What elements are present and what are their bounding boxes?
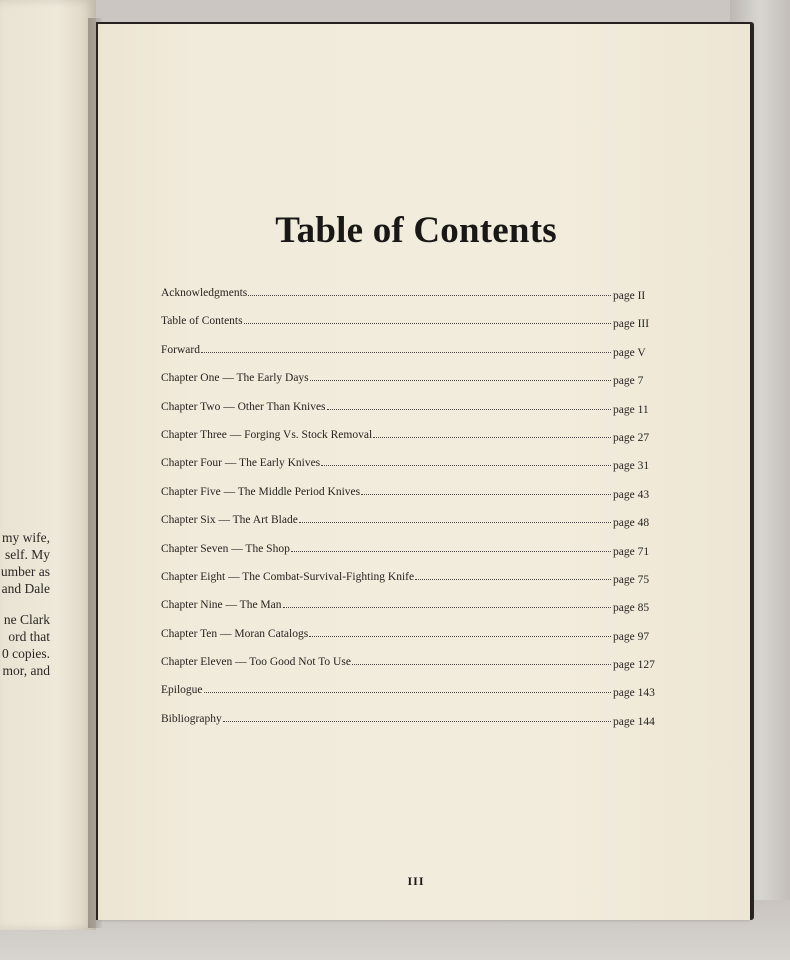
left-page-text-line: umber as <box>0 564 50 579</box>
page-title: Table of Contents <box>275 210 557 251</box>
toc-entry-title: Chapter Three — Forging Vs. Stock Removal <box>161 428 373 441</box>
toc-entry-page: page 75 <box>613 573 650 586</box>
toc-entry-page: page 71 <box>613 545 650 558</box>
toc-entry-page: page 27 <box>613 431 650 444</box>
toc-entry-title: Chapter Four — The Early Knives <box>161 457 321 470</box>
toc-entry <box>161 713 661 741</box>
toc-entry-title: Chapter Ten — Moran Catalogs <box>161 627 309 640</box>
toc-leader-dots <box>299 521 611 523</box>
toc-entry-page: page V <box>613 346 646 359</box>
left-page-text-line: ne Clark <box>3 612 50 627</box>
toc-entry <box>161 344 661 372</box>
toc-leader-dots <box>291 550 611 552</box>
toc-leader-dots <box>310 379 611 381</box>
toc-entry-title: Chapter Seven — The Shop <box>161 542 290 555</box>
toc-entry-page: page 144 <box>613 715 655 728</box>
toc-leader-dots <box>352 663 611 665</box>
toc-entry-page: page 7 <box>613 375 644 388</box>
toc-entry <box>161 401 661 429</box>
toc-entry-page: page 143 <box>613 687 655 700</box>
toc-entry <box>161 457 661 485</box>
toc-entry <box>161 571 661 599</box>
table-of-contents-list <box>161 287 661 741</box>
toc-leader-dots <box>309 635 611 637</box>
left-page-text-line: and Dale <box>1 581 50 596</box>
toc-entry <box>161 486 661 514</box>
toc-entry-title: Acknowledgments <box>161 287 248 299</box>
toc-entry <box>161 656 661 684</box>
toc-leader-dots <box>415 578 611 580</box>
toc-leader-dots <box>373 436 611 438</box>
toc-entry <box>161 372 661 400</box>
toc-entry <box>161 315 661 343</box>
toc-entry-title: Bibliography <box>161 712 222 725</box>
toc-entry-page: page 48 <box>613 517 650 530</box>
toc-entry-page: page III <box>613 318 650 331</box>
toc-entry <box>161 429 661 457</box>
toc-leader-dots <box>361 493 611 495</box>
toc-entry-title: Epilogue <box>161 684 203 697</box>
toc-entry-page: page 127 <box>613 659 655 672</box>
toc-entry-title: Chapter Five — The Middle Period Knives <box>161 485 361 498</box>
left-page-text-line: ord that <box>8 629 50 644</box>
toc-entry-title: Chapter Nine — The Man <box>161 599 282 612</box>
toc-entry-title: Forward <box>161 343 200 356</box>
toc-entry-title: Chapter Two — Other Than Knives <box>161 400 326 413</box>
toc-leader-dots <box>223 720 611 722</box>
toc-leader-dots <box>244 322 611 324</box>
toc-entry-title: Chapter Eleven — Too Good Not To Use <box>161 656 351 669</box>
toc-entry <box>161 684 661 712</box>
toc-entry <box>161 514 661 542</box>
left-page-text-line: self. My <box>5 547 50 562</box>
toc-entry-title: Chapter Six — The Art Blade <box>161 514 298 527</box>
left-page-text-line: 0 copies. <box>2 646 50 661</box>
toc-leader-dots <box>283 606 611 608</box>
toc-leader-dots <box>321 464 611 466</box>
toc-leader-dots <box>201 351 611 353</box>
toc-entry-page: page 11 <box>613 403 649 416</box>
toc-leader-dots <box>248 294 611 296</box>
toc-entry <box>161 287 661 315</box>
page-number: III <box>407 874 425 888</box>
contents-page <box>98 24 750 920</box>
toc-leader-dots <box>327 408 611 410</box>
toc-entry-page: page 31 <box>613 460 650 473</box>
toc-entry-page: page 43 <box>613 488 650 501</box>
left-page-text-line: my wife, <box>2 530 50 545</box>
toc-entry <box>161 599 661 627</box>
toc-entry-title: Table of Contents <box>161 315 243 328</box>
toc-entry <box>161 543 661 571</box>
toc-entry <box>161 628 661 656</box>
toc-entry-title: Chapter One — The Early Days <box>161 372 309 385</box>
toc-leader-dots <box>204 691 611 693</box>
toc-entry-page: page II <box>613 290 646 302</box>
toc-entry-title: Chapter Eight — The Combat-Survival-Fighting Knife <box>161 570 415 583</box>
toc-entry-page: page 97 <box>613 630 650 643</box>
toc-entry-page: page 85 <box>613 602 650 615</box>
left-page-text-line: mor, and <box>2 663 50 678</box>
left-facing-page <box>0 0 96 930</box>
